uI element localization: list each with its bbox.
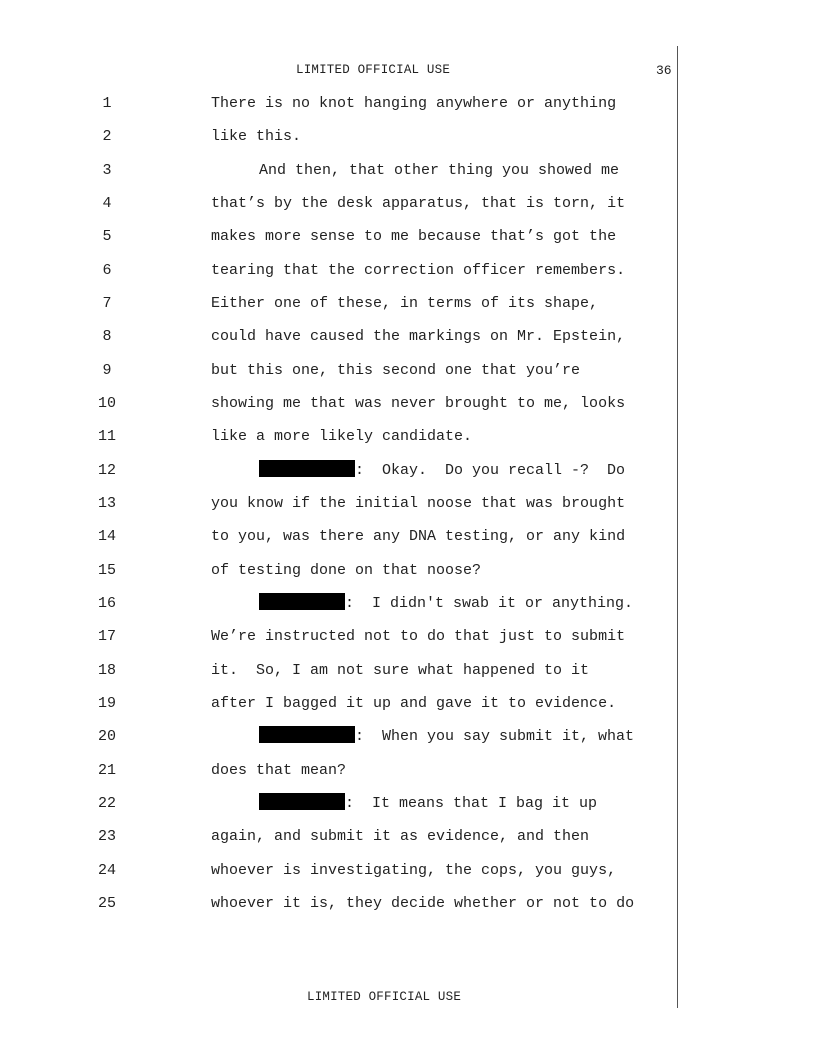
line-text: makes more sense to me because that’s got the [211, 228, 617, 245]
line-text [259, 460, 625, 482]
line-text: but this one, this second one that you’re [211, 362, 581, 379]
speaker-text: : Okay. Do you recall -? Do [355, 462, 626, 479]
redaction-bar [259, 793, 345, 810]
line-text: does that mean? [211, 762, 347, 779]
line-number: 25 [97, 895, 116, 912]
line-text: after I bagged it up and gave it to evidence. [211, 695, 617, 712]
line-text [259, 593, 633, 615]
speaker-text: : It means that I bag it up [345, 795, 598, 812]
transcript-line [0, 793, 816, 815]
transcript-line [0, 726, 816, 748]
line-text: to you, was there any DNA testing, or any kind [211, 528, 626, 545]
line-number: 3 [102, 162, 112, 179]
line-text: whoever it is, they decide whether or not to do [211, 895, 635, 912]
line-text: We’re instructed not to do that just to submit [211, 628, 626, 645]
line-text: that’s by the desk apparatus, that is torn, it [211, 195, 626, 212]
line-text: tearing that the correction officer remembers. [211, 262, 626, 279]
line-number: 10 [97, 395, 116, 412]
line-number: 13 [97, 495, 116, 512]
line-text: could have caused the markings on Mr. Epstein, [211, 328, 626, 345]
line-number: 18 [97, 662, 116, 679]
transcript-line [0, 360, 816, 382]
line-number: 4 [102, 195, 112, 212]
transcript-line [0, 160, 816, 182]
redaction-bar [259, 460, 355, 477]
line-number: 20 [97, 728, 116, 745]
line-text: you know if the initial noose that was brought [211, 495, 626, 512]
line-number: 16 [97, 595, 116, 612]
line-text: whoever is investigating, the cops, you guys, [211, 862, 617, 879]
line-number: 17 [97, 628, 116, 645]
transcript-line [0, 93, 816, 115]
line-number: 6 [102, 262, 112, 279]
line-text: it. So, I am not sure what happened to it [211, 662, 590, 679]
transcript-line [0, 560, 816, 582]
transcript-line [0, 893, 816, 915]
transcript-line [0, 526, 816, 548]
line-text [259, 726, 634, 748]
line-text: showing me that was never brought to me, looks [211, 395, 626, 412]
transcript-line [0, 860, 816, 882]
transcript-line [0, 126, 816, 148]
line-text: again, and submit it as evidence, and then [211, 828, 590, 845]
line-number: 1 [102, 95, 112, 112]
line-number: 22 [97, 795, 116, 812]
line-number: 12 [97, 462, 116, 479]
page-footer: LIMITED OFFICIAL USE [307, 990, 462, 1004]
speaker-text: : When you say submit it, what [355, 728, 635, 745]
transcript-line [0, 260, 816, 282]
line-text: Either one of these, in terms of its shape, [211, 295, 599, 312]
transcript-line [0, 226, 816, 248]
line-text: like this. [211, 128, 302, 145]
transcript-line [0, 693, 816, 715]
transcript-line [0, 460, 816, 482]
line-number: 15 [97, 562, 116, 579]
transcript-line [0, 326, 816, 348]
line-number: 14 [97, 528, 116, 545]
line-text: And then, that other thing you showed me [259, 162, 620, 179]
transcript-line [0, 426, 816, 448]
transcript-line [0, 193, 816, 215]
page-header: LIMITED OFFICIAL USE [296, 63, 451, 77]
transcript-line [0, 660, 816, 682]
line-text: There is no knot hanging anywhere or anything [211, 95, 617, 112]
redaction-bar [259, 593, 345, 610]
line-text [259, 793, 597, 815]
line-number: 7 [102, 295, 112, 312]
line-number: 19 [97, 695, 116, 712]
line-number: 21 [97, 762, 116, 779]
transcript-line [0, 826, 816, 848]
speaker-text: : I didn't swab it or anything. [345, 595, 634, 612]
line-number: 5 [102, 228, 112, 245]
line-number: 11 [97, 428, 116, 445]
redaction-bar [259, 726, 355, 743]
transcript-line [0, 293, 816, 315]
line-number: 9 [102, 362, 112, 379]
transcript-line [0, 760, 816, 782]
line-number: 2 [102, 128, 112, 145]
line-number: 24 [97, 862, 116, 879]
transcript-line [0, 493, 816, 515]
transcript-line [0, 626, 816, 648]
transcript-line [0, 593, 816, 615]
line-text: like a more likely candidate. [211, 428, 473, 445]
transcript-line [0, 393, 816, 415]
line-number: 8 [102, 328, 112, 345]
page-number: 36 [656, 63, 672, 78]
line-number: 23 [97, 828, 116, 845]
line-text: of testing done on that noose? [211, 562, 482, 579]
